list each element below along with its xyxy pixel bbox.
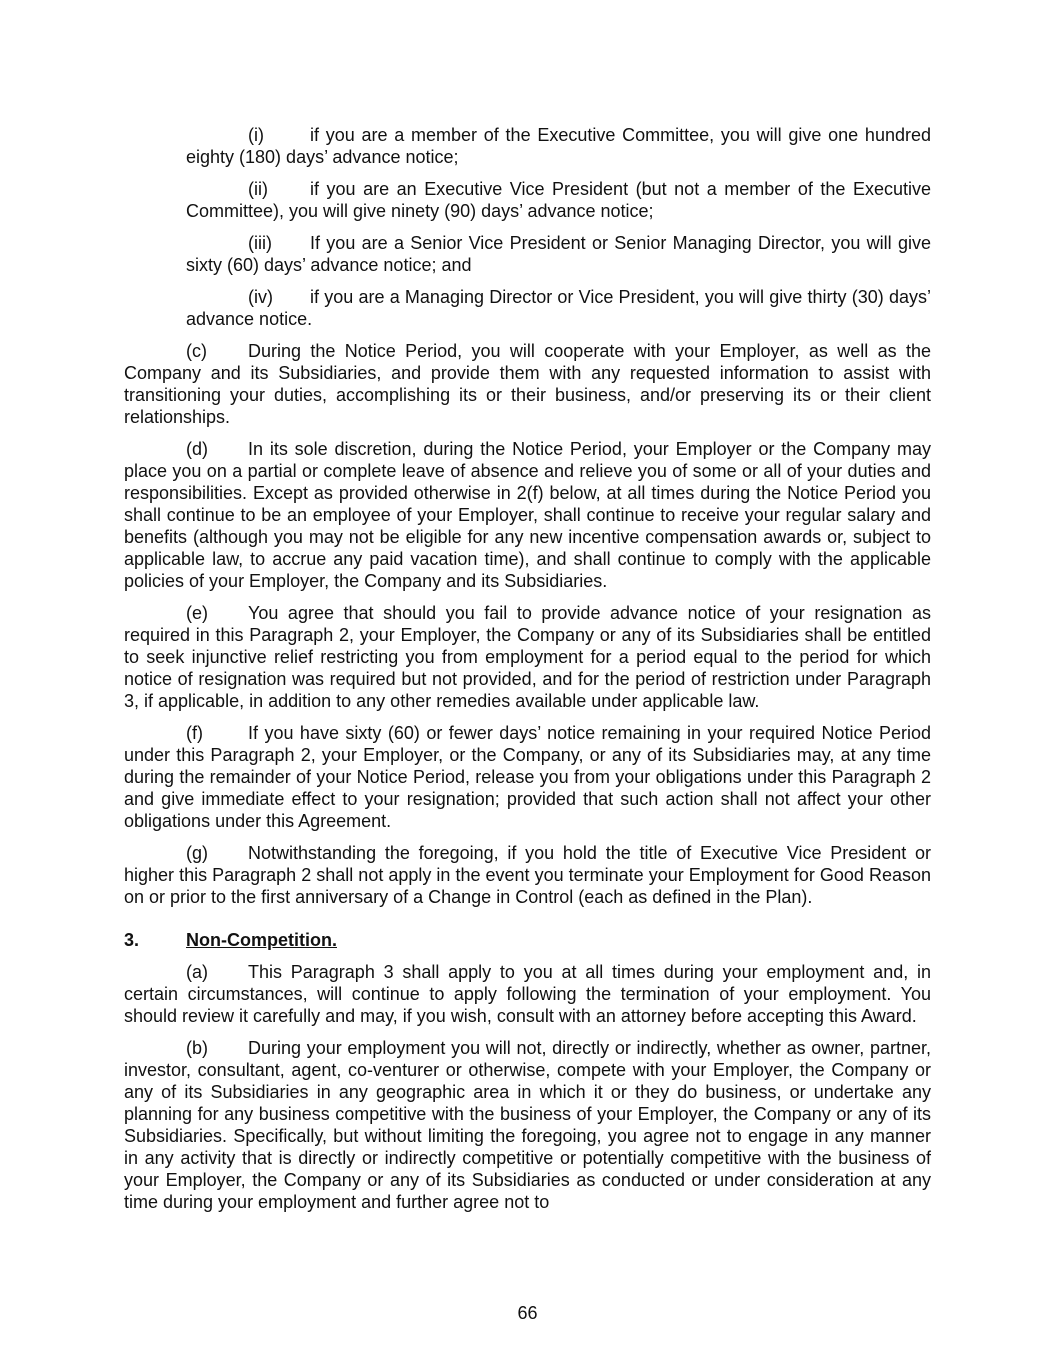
clause-g <box>124 842 931 908</box>
clause-iv <box>186 286 931 330</box>
clause-text: Notwithstanding the foregoing, if you hold the title of Executive Vice President or higher this Paragraph 2 shall not apply in the event you terminate your Employment for Good Reason on or prior to the first anniversary of a Change in Control (each as defined in the Plan). <box>124 843 931 907</box>
clause-f <box>124 722 931 832</box>
clause-ii <box>186 178 931 222</box>
document-body <box>124 124 931 1223</box>
clause-label: (a) <box>186 962 208 982</box>
page-number: 66 <box>517 1303 538 1323</box>
clause-label: (ii) <box>248 179 268 199</box>
section-title: Non-Competition. <box>186 930 337 950</box>
clause-label: (e) <box>186 603 208 623</box>
section-heading <box>124 929 931 951</box>
clause-label: (iv) <box>248 287 273 307</box>
clause-text: if you are an Executive Vice President (but not a member of the Executive Committee), you will give ninety (90) days’ advance notice; <box>186 179 931 221</box>
clause-3b <box>124 1037 931 1213</box>
clause-3a <box>124 961 931 1027</box>
clause-label: (c) <box>186 341 207 361</box>
clause-text: If you are a Senior Vice President or Senior Managing Director, you will give sixty (60) days’ advance notice; and <box>186 233 931 275</box>
clause-label: (b) <box>186 1038 208 1058</box>
clause-text: During your employment you will not, directly or indirectly, whether as owner, partner, investor, consultant, agent, co-venturer or otherwise, compete with your Employer, the Company or any of its Subsidiaries in any geographic area in which it or they do business, or undertake any planning for any business competitive with the business of your Employer, the Company or any of its Subsidiaries. Specifically, but without limiting the foregoing, you agree not to engage in any manner in any activity that is directly or indirectly competitive or potentially competitive with the business of your Employer, the Company or any of its Subsidiaries as conducted or under consideration at any time during your employment and further agree not to <box>124 1038 931 1212</box>
clause-c <box>124 340 931 428</box>
section-number: 3. <box>124 930 140 950</box>
clause-label: (d) <box>186 439 208 459</box>
clause-e <box>124 602 931 712</box>
clause-text: In its sole discretion, during the Notice Period, your Employer or the Company may place you on a partial or complete leave of absence and relieve you of some or all of your duties and responsibilities. Except as provided otherwise in 2(f) below, at all times during the Notice Period you shall continue to be an employee of your Employer, shall continue to receive your regular salary and benefits (although you may not be eligible for any new incentive compensation awards or, subject to applicable law, to accrue any paid vacation time), and shall continue to comply with the applicable policies of your Employer, the Company and its Subsidiaries. <box>124 439 931 591</box>
clause-label: (f) <box>186 723 203 743</box>
clause-label: (iii) <box>248 233 272 253</box>
clause-label: (g) <box>186 843 208 863</box>
clause-text: You agree that should you fail to provide advance notice of your resignation as required in this Paragraph 2, your Employer, the Company or any of its Subsidiaries shall be entitled to seek injunctive relief restricting you from employment for a period equal to the period for which notice of resignation was required but not provided, and for the period of restriction under Paragraph 3, if applicable, in addition to any other remedies available under applicable law. <box>124 603 931 711</box>
clause-text: This Paragraph 3 shall apply to you at all times during your employment and, in certain circumstances, will continue to apply following the termination of your employment. You should review it carefully and may, if you wish, consult with an attorney before accepting this Award. <box>124 962 931 1026</box>
clause-label: (i) <box>248 125 264 145</box>
clause-i <box>186 124 931 168</box>
clause-text: During the Notice Period, you will cooperate with your Employer, as well as the Company and its Subsidiaries, and provide them with any requested information to assist with transitioning your duties, accomplishing its or their business, and/or preserving its or their client relationships. <box>124 341 931 427</box>
clause-text: If you have sixty (60) or fewer days’ notice remaining in your required Notice Period under this Paragraph 2, your Employer, or the Company, or any of its Subsidiaries may, at any time during the remainder of your Notice Period, release you from your obligations under this Paragraph 2 and give immediate effect to your resignation; provided that such action shall not affect your other obligations under this Agreement. <box>124 723 931 831</box>
clause-text: if you are a member of the Executive Committee, you will give one hundred eighty (180) days’ advance notice; <box>186 125 931 167</box>
clause-text: if you are a Managing Director or Vice President, you will give thirty (30) days’ advance notice. <box>186 287 931 329</box>
clause-iii <box>186 232 931 276</box>
clause-d <box>124 438 931 592</box>
